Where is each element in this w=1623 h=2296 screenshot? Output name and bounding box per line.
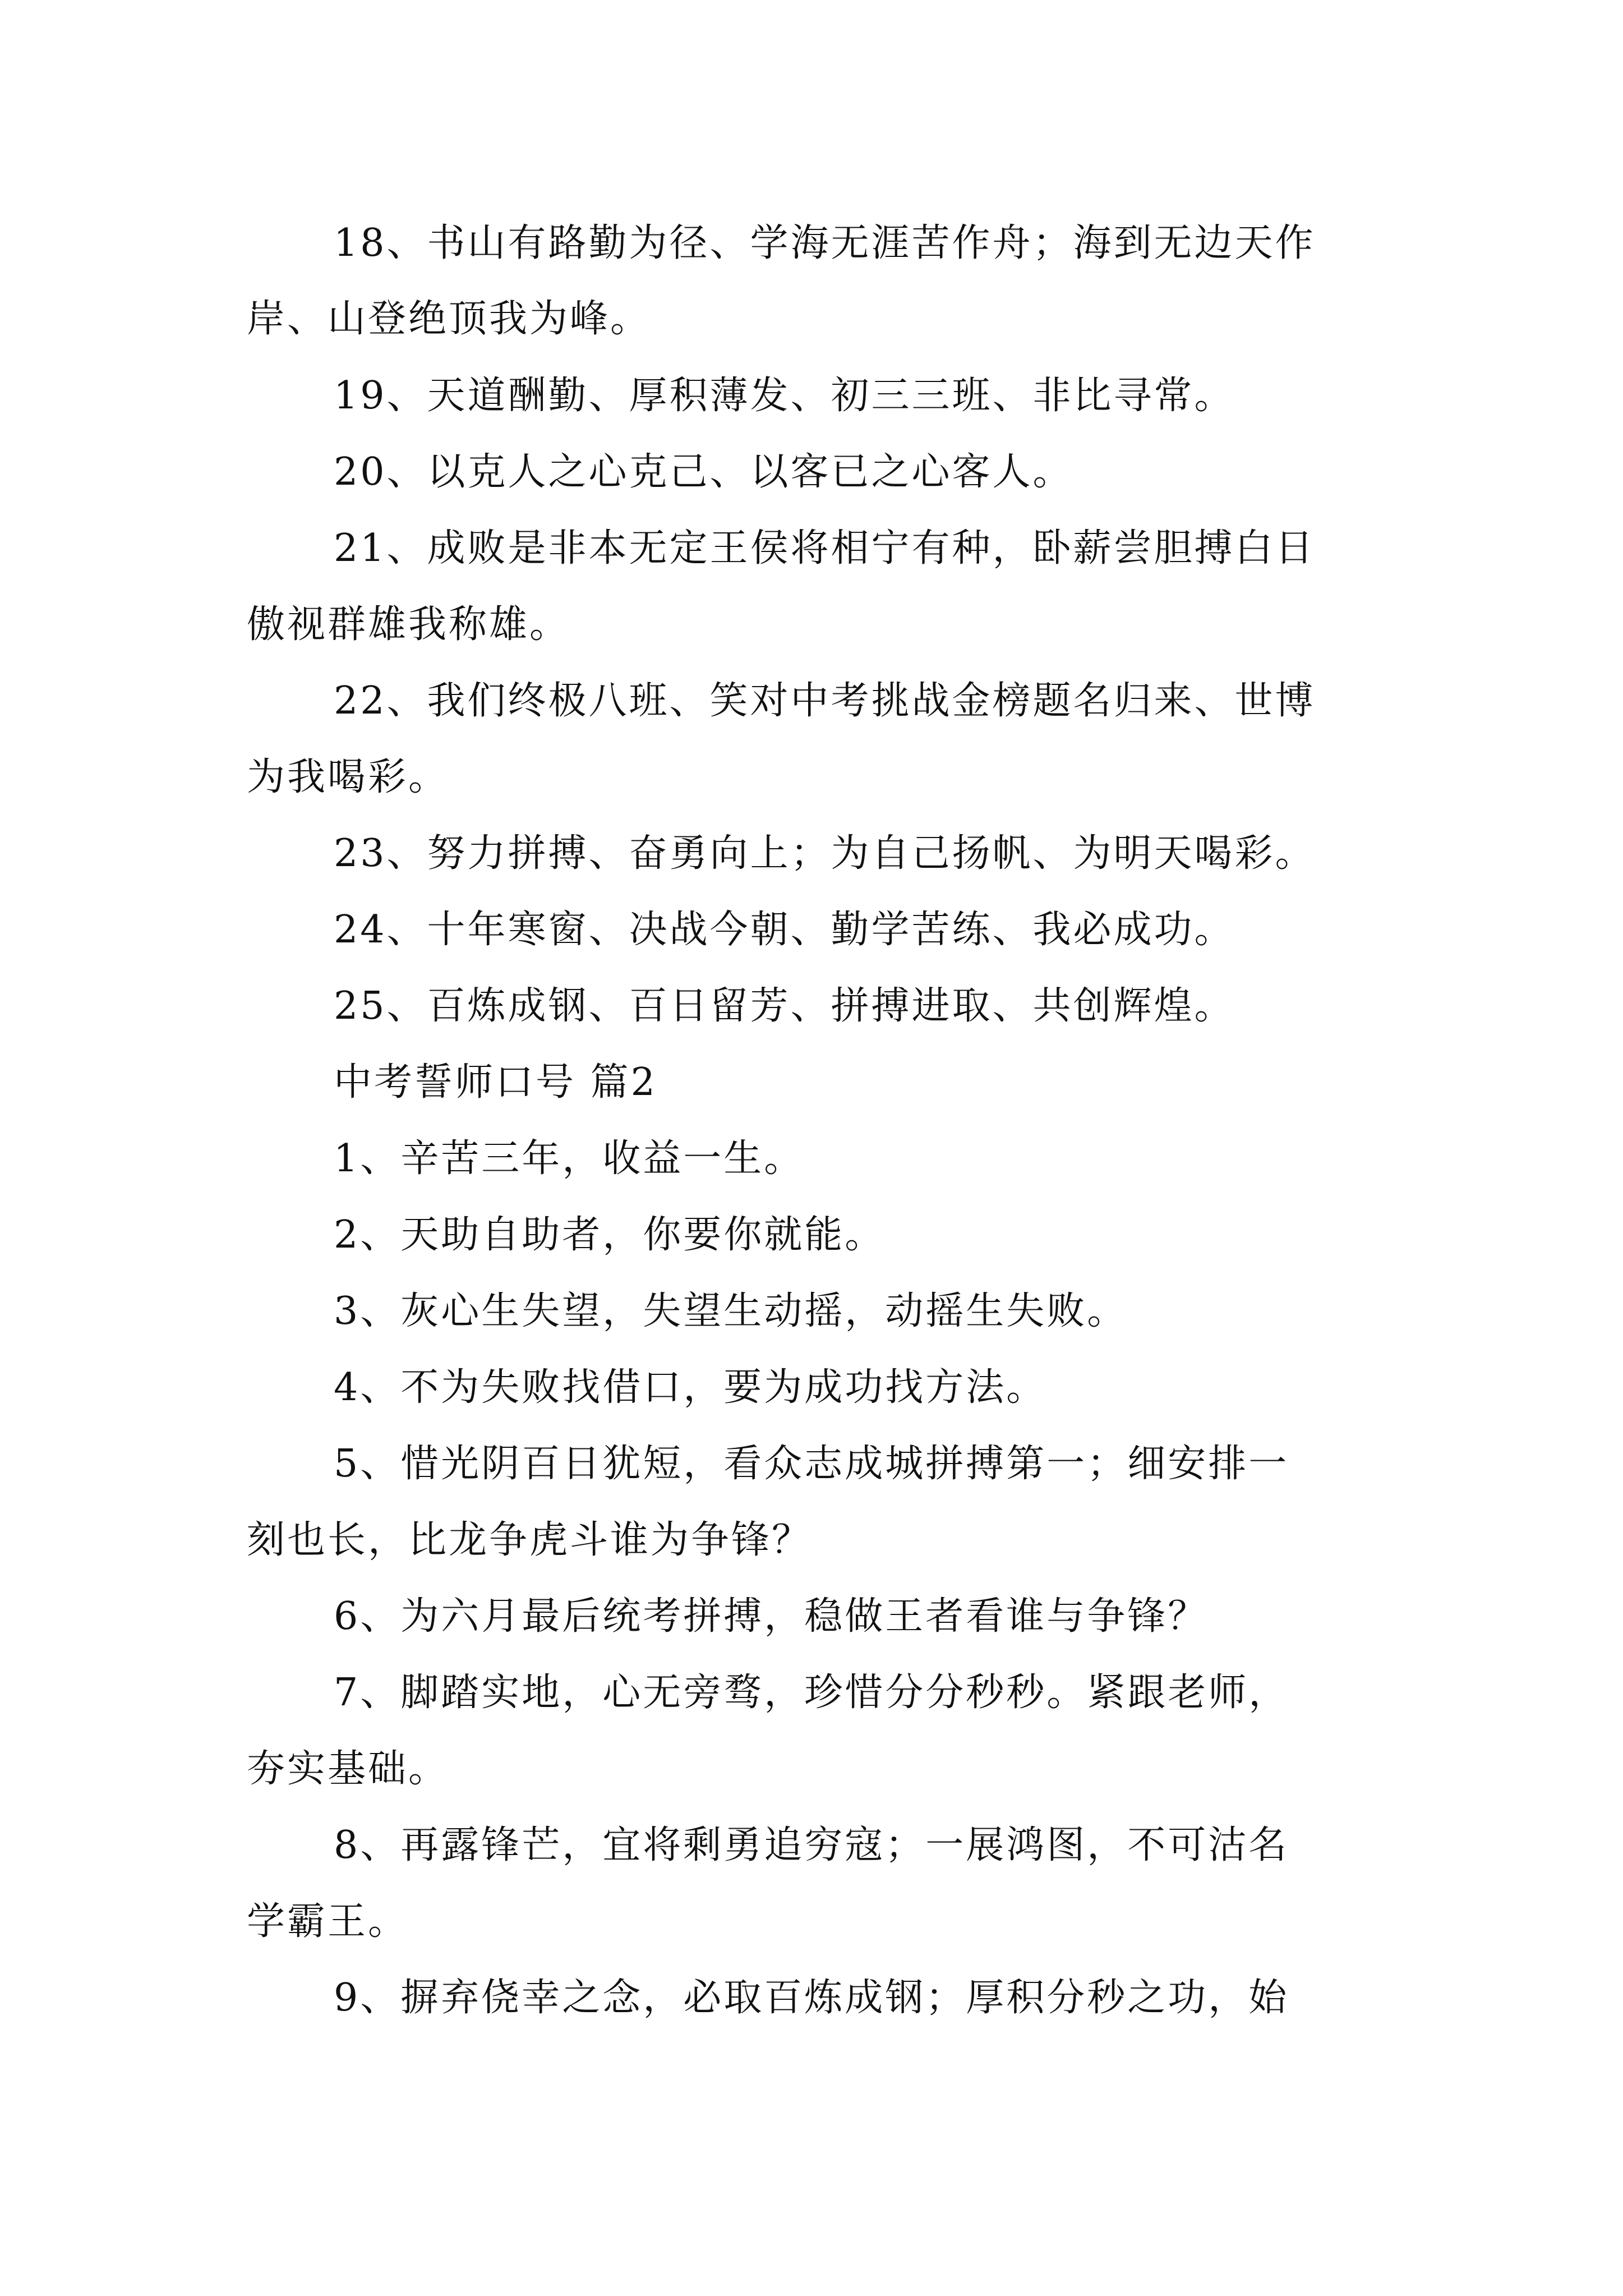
slogan-22-line-1: 22、我们终极八班、笑对中考挑战金榜题名归来、世博 — [334, 679, 1316, 723]
slogan-8-line-1: 8、再露锋芒，宜将剩勇追穷寇；一展鸿图，不可沽名 — [334, 1823, 1289, 1867]
slogan-7-line-1: 7、脚踏实地，心无旁骛，珍惜分分秒秒。紧跟老师， — [334, 1671, 1289, 1715]
slogan-4: 4、不为失败找借口，要为成功找方法。 — [334, 1365, 1047, 1410]
slogan-5-line-1: 5、惜光阴百日犹短，看众志成城拼搏第一；细安排一 — [334, 1442, 1289, 1486]
slogan-22-line-2: 为我喝彩。 — [247, 755, 449, 799]
slogan-23: 23、努力拼搏、奋勇向上；为自己扬帆、为明天喝彩。 — [334, 831, 1316, 876]
slogan-21-line-1: 21、成败是非本无定王侯将相宁有种，卧薪尝胆搏白日 — [334, 526, 1316, 570]
slogan-7-line-2: 夯实基础。 — [247, 1747, 449, 1791]
slogan-24: 24、十年寒窗、决战今朝、勤学苦练、我必成功。 — [334, 908, 1235, 952]
slogan-2: 2、天助自助者，你要你就能。 — [334, 1213, 886, 1257]
slogan-8-line-2: 学霸王。 — [247, 1899, 409, 1944]
slogan-21-line-2: 傲视群雄我称雄。 — [247, 602, 570, 647]
slogan-6: 6、为六月最后统考拼搏，稳做王者看谁与争锋？ — [334, 1594, 1209, 1639]
slogan-20: 20、以克人之心克己、以客已之心客人。 — [334, 450, 1073, 494]
slogan-18-line-1: 18、书山有路勤为径、学海无涯苦作舟；海到无边天作 — [334, 221, 1316, 265]
slogan-19: 19、天道酬勤、厚积薄发、初三三班、非比寻常。 — [334, 374, 1235, 418]
slogan-3: 3、灰心生失望，失望生动摇，动摇生失败。 — [334, 1289, 1128, 1333]
slogan-18-line-2: 岸、山登绝顶我为峰。 — [247, 297, 651, 341]
slogan-5-line-2: 刻也长，比龙争虎斗谁为争锋？ — [247, 1518, 813, 1562]
slogan-25: 25、百炼成钢、百日留芳、拼搏进取、共创辉煌。 — [334, 984, 1235, 1028]
slogan-1: 1、辛苦三年，收益一生。 — [334, 1137, 805, 1181]
slogan-9-line-1: 9、摒弃侥幸之念，必取百炼成钢；厚积分秒之功，始 — [334, 1976, 1289, 2020]
section-heading: 中考誓师口号 篇2 — [334, 1060, 657, 1105]
